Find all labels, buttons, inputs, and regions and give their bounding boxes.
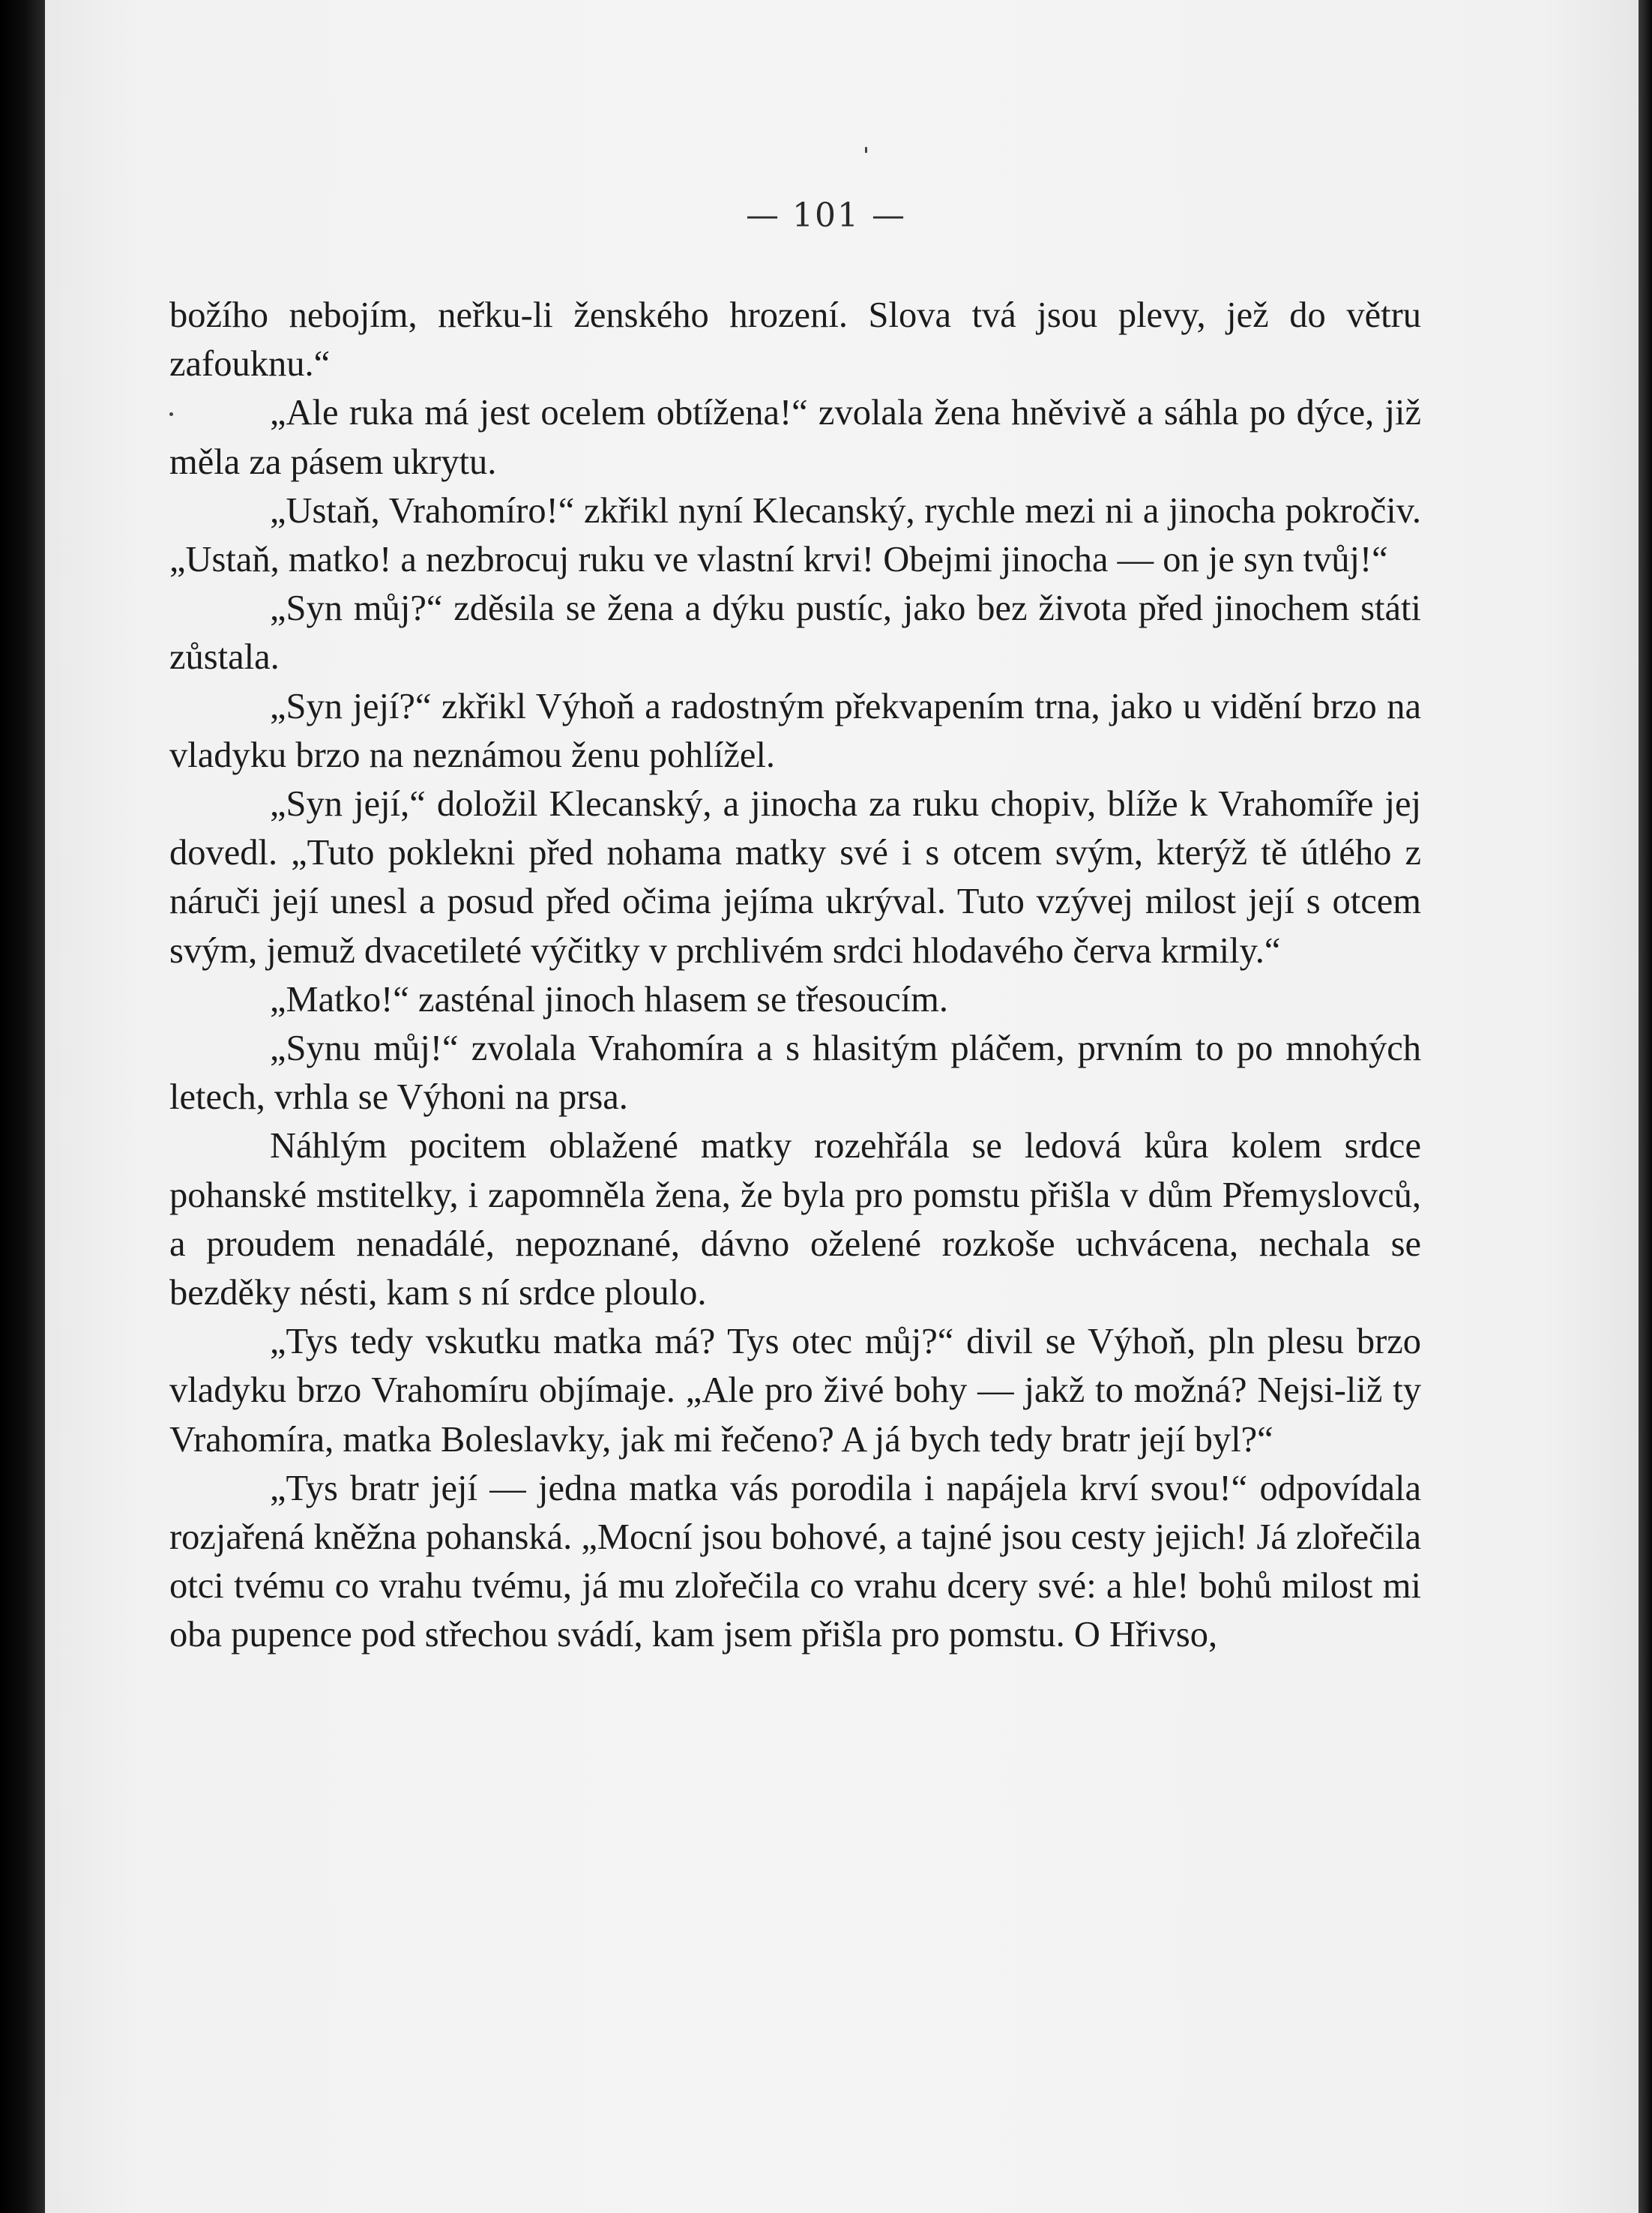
book-spine-shadow bbox=[0, 0, 45, 2213]
paragraph: Náhlým pocitem oblažené matky rozehřála se ledová kůra kolem srdce pohanské mstitelky, i zapomněla žena, že byla pro pomstu přišla v dům Přemyslovců, a proudem nenadálé, nepoznané, dávno oželené rozkoše uchvácena, nechala se bezděky nésti, kam s ní srdce ploulo. bbox=[169, 1126, 1421, 1313]
paragraph: „Matko!“ zasténal jinoch hlasem se třesoucím. bbox=[270, 979, 949, 1020]
ink-speck bbox=[865, 147, 867, 153]
paragraph: „Tys tedy vskutku matka má? Tys otec můj?“ divil se Výhoň, pln plesu brzo vladyku brzo Vrahomíru objímaje. „Ale pro živé bohy — jakž to možná? Nejsi-liž ty Vrahomíra, matka Boleslavky, jak mi řečeno? A já bych tedy bratr její byl?“ bbox=[169, 1322, 1421, 1460]
paragraph: „Tys bratr její — jedna matka vás porodila i napájela krví svou!“ odpovídala rozjařená kněžna pohanská. „Mocní jsou bohové, a tajné jsou cesty jejich! Já zlořečila otci tvému co vrahu tvému, já mu zlořečila co vrahu dcery své: a hle! bohů milost mi oba pupence pod střechou svádí, kam jsem přišla pro pomstu. O Hřivso, bbox=[169, 1468, 1421, 1655]
paragraph: „Syn její?“ zkřikl Výhoň a radostným překvapením trna, jako u vidění brzo na vladyku brzo na neznámou ženu pohlížel. bbox=[169, 686, 1421, 775]
paragraph: „Ustaň, Vrahomíro!“ zkřikl nyní Klecanský, rychle mezi ni a jinocha pokročiv. „Ustaň, matko! a nezbrocuj ruku ve vlastní krvi! Obejmi jinocha — on je syn tvůj!“ bbox=[169, 490, 1421, 580]
body-text bbox=[169, 291, 1421, 1660]
paragraph: „Ale ruka má jest ocelem obtížena!“ zvolala žena hněvivě a sáhla po dýce, již měla za pásem ukrytu. bbox=[169, 393, 1421, 482]
paragraph: „Synu můj!“ zvolala Vrahomíra a s hlasitým pláčem, prvním to po mnohých letech, vrhla se Výhoni na prsa. bbox=[169, 1029, 1421, 1118]
page-edge-shadow bbox=[1639, 0, 1652, 2213]
paragraph: „Syn můj?“ zděsila se žena a dýku pustíc, jako bez života před jinochem státi zůstala. bbox=[169, 588, 1421, 678]
paragraph: božího nebojím, neřku-li ženského hrození. Slova tvá jsou plevy, jež do větru zafouknu.“ bbox=[169, 295, 1421, 385]
page-number: — 101 — bbox=[746, 196, 906, 235]
paragraph: „Syn její,“ doložil Klecanský, a jinocha za ruku chopiv, blíže k Vrahomíře jej dovedl. „Tuto poklekni před nohama matky své i s otcem svým, kterýž tě útlého z náruči její unesl a posud před očima jejíma ukrýval. Tuto vzývej milost její s otcem svým, jemuž dvacetileté výčitky v prchlivém srdci hlodavého červa krmily.“ bbox=[169, 784, 1421, 971]
